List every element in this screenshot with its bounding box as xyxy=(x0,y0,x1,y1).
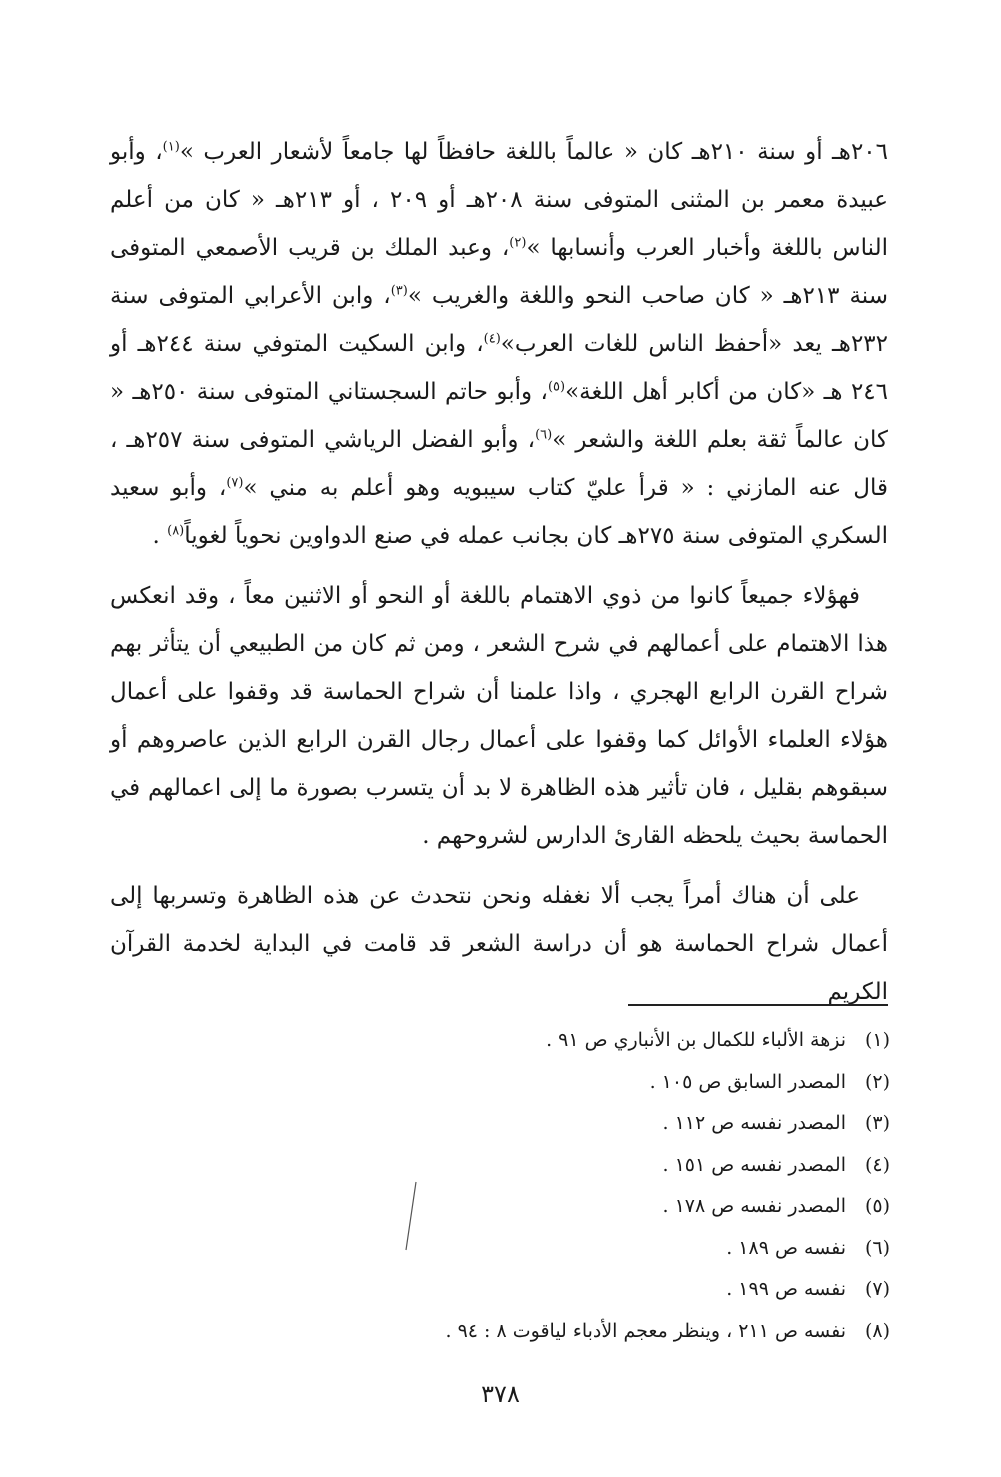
footnote-text: المصدر نفسه ص ١١٢ . xyxy=(662,1112,846,1134)
footnote-text: المصدر نفسه ص ١٥١ . xyxy=(662,1153,846,1176)
footnote-text: نزهة الألباء للكمال بن الأنباري ص ٩١ . xyxy=(546,1029,846,1051)
footnote-reference: (٧) xyxy=(226,475,244,491)
footnote-text: نفسه ص ٢١١ ، وينظر معجم الأدباء لياقوت ٨ : ٩٤ . xyxy=(445,1319,846,1342)
footnote-reference: (٤) xyxy=(483,331,501,347)
footnote-reference: (٣) xyxy=(390,283,408,299)
footnote-number: (٤) xyxy=(864,1153,890,1176)
text-segment: . xyxy=(152,523,168,549)
text-segment: ، وعبد الملك بن قريب الأصمعي المتوفى سنة ٢١٣هـ « كان صاحب النحو واللغة والغريب » xyxy=(110,235,889,309)
footnote-text: المصدر السابق ص ١٠٥ . xyxy=(649,1070,846,1093)
footnote-item xyxy=(330,1269,890,1311)
footnote-number: (٢) xyxy=(864,1070,890,1093)
paragraph xyxy=(110,572,888,860)
footnote-number: (١) xyxy=(864,1029,890,1051)
paragraph xyxy=(110,872,888,1016)
text-segment: ، وأبو الفضل الرياشي المتوفى سنة ٢٥٧هـ ، قال عنه المازني : « قرأ عليّ كتاب سيبويه وهو أعلم به مني » xyxy=(110,427,888,501)
footnote-number: (٣) xyxy=(864,1112,890,1134)
footnote-item xyxy=(330,1311,890,1353)
footnote-number: (٥) xyxy=(864,1195,890,1217)
page-number: ٣٧٨ xyxy=(481,1380,520,1408)
main-text xyxy=(110,128,888,1016)
pen-stroke-mark xyxy=(404,1180,418,1252)
footnote-reference: (١) xyxy=(162,139,180,155)
footnote-number: (٨) xyxy=(864,1319,890,1342)
text-segment: ، وابن الأعرابي المتوفى سنة ٢٣٢هـ يعد «أحفظ الناس للغات العرب» xyxy=(110,283,888,357)
footnote-item xyxy=(330,1062,890,1104)
footnote-reference: (٨) xyxy=(167,523,185,539)
text-segment: ٢٠٦هـ أو سنة ٢١٠هـ كان « عالماً باللغة حافظاً لها جامعاً لأشعار العرب » xyxy=(179,139,888,165)
footnote-text: نفسه ص ١٩٩ . xyxy=(726,1278,846,1300)
footnote-reference: (٦) xyxy=(535,427,553,443)
text-segment: فهؤلاء جميعاً كانوا من ذوي الاهتمام باللغة أو النحو أو الاثنين معاً ، وقد انعكس هذا الاهتمام على أعمالهم في شرح الشعر ، ومن ثم كان من الطبيعي أن يتأثر بهم شراح القرن الرابع الهجري ، واذا علمنا أن شراح الحماسة قد وقفوا على أعمال هؤلاء العلماء الأوائل كما وقفوا على أعمال رجال القرن الرابع الذين عاصروهم أو سبقوهم بقليل ، فان تأثير هذه الظاهرة لا بد أن يتسرب بصورة ما إلى اعمالهم في الحماسة بحيث يلحظه القارئ الدارس لشروحهم . xyxy=(110,583,888,849)
text-segment: على أن هناك أمراً يجب ألا نغفله ونحن نتحدث عن هذه الظاهرة وتسربها إلى أعمال شراح الحماسة هو أن دراسة الشعر قد قامت في البداية لخدمة القرآن الكريم xyxy=(110,883,888,1005)
footnote-text: المصدر نفسه ص ١٧٨ . xyxy=(662,1195,846,1217)
footnote-reference: (٥) xyxy=(547,379,566,395)
text-segment: ، وابن السكيت المتوفي سنة ٢٤٤هـ أو ٢٤٦ هـ «كان من أكابر أهل اللغة» xyxy=(110,331,889,405)
footnote-text: نفسه ص ١٨٩ . xyxy=(726,1236,846,1259)
footnote-number: (٧) xyxy=(864,1278,890,1300)
text-segment: ، وأبو حاتم السجستاني المتوفى سنة ٢٥٠هـ « كان عالماً ثقة بعلم اللغة والشعر » xyxy=(110,379,888,453)
footnote-separator xyxy=(628,1004,888,1006)
footnote-number: (٦) xyxy=(864,1236,890,1259)
footnote-item xyxy=(330,1103,890,1145)
footnote-reference: (٢) xyxy=(509,235,527,251)
text-segment: ، وأبو عبيدة معمر بن المثنى المتوفى سنة ٢٠٨هـ أو ٢٠٩ ، أو ٢١٣هـ « كان من أعلم الناس باللغة وأخبار العرب وأنسابها » xyxy=(110,139,888,261)
footnote-item xyxy=(330,1020,890,1062)
paragraph xyxy=(110,128,888,560)
text-segment: ، وأبو سعيد السكري المتوفى سنة ٢٧٥هـ كان بجانب عمله في صنع الدواوين نحوياً لغوياً xyxy=(110,475,888,549)
